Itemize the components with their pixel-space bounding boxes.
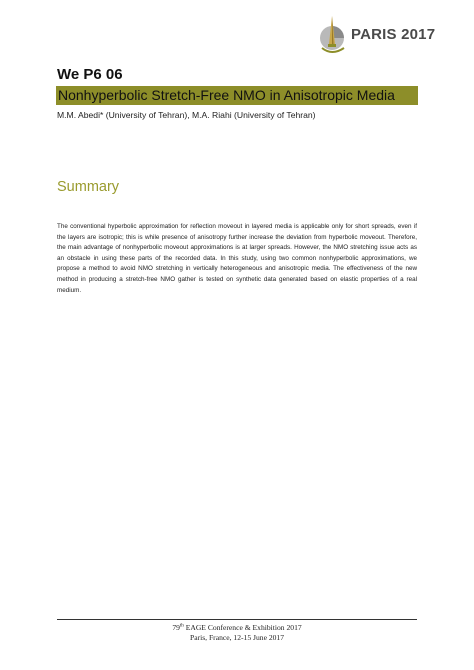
author-list: M.M. Abedi* (University of Tehran), M.A. Riahi (University of Tehran) [57, 110, 316, 120]
title-bar [56, 86, 418, 105]
footer-line-location: Paris, France, 12-15 June 2017 [189, 633, 285, 642]
footer-divider [57, 619, 417, 620]
logo-text: PARIS 2017 [351, 26, 436, 43]
abstract-text: The conventional hyperbolic approximation for reflection moveout in layered media is applicable only for short spreads, even if the layers are isotropic; this is while presence of anisotropy further increase the deviation from hyperbolic moveout. Therefore, the main advantage of nonhyperbolic moveout approximations is at larger spreads. However, the NMO stretching issue acts as an obstacle in using these parts of the recorded data. In this study, using two common nonhyperbolic approximations, we propose a method to avoid NMO stretching in vertically heterogeneous and anisotropic media. The effectiveness of the new method in producing a stretch-free NMO gather is tested on synthetic data generated based on elastic properties of a real medium. [57, 223, 417, 294]
footer-line-conference [57, 623, 417, 633]
paper-code: We P6 06 [57, 66, 123, 83]
paper-title: Nonhyperbolic Stretch-Free NMO in Anisotropic Media [58, 87, 395, 103]
conference-logo [318, 14, 436, 58]
page-footer [57, 623, 417, 643]
footer-conference-name: EAGE Conference & Exhibition 2017 [183, 623, 302, 632]
footer-ordinal: 79 [172, 623, 180, 632]
footer-ordinal-suffix: th [179, 623, 184, 629]
eiffel-globe-icon [318, 14, 352, 58]
summary-heading: Summary [57, 179, 120, 195]
